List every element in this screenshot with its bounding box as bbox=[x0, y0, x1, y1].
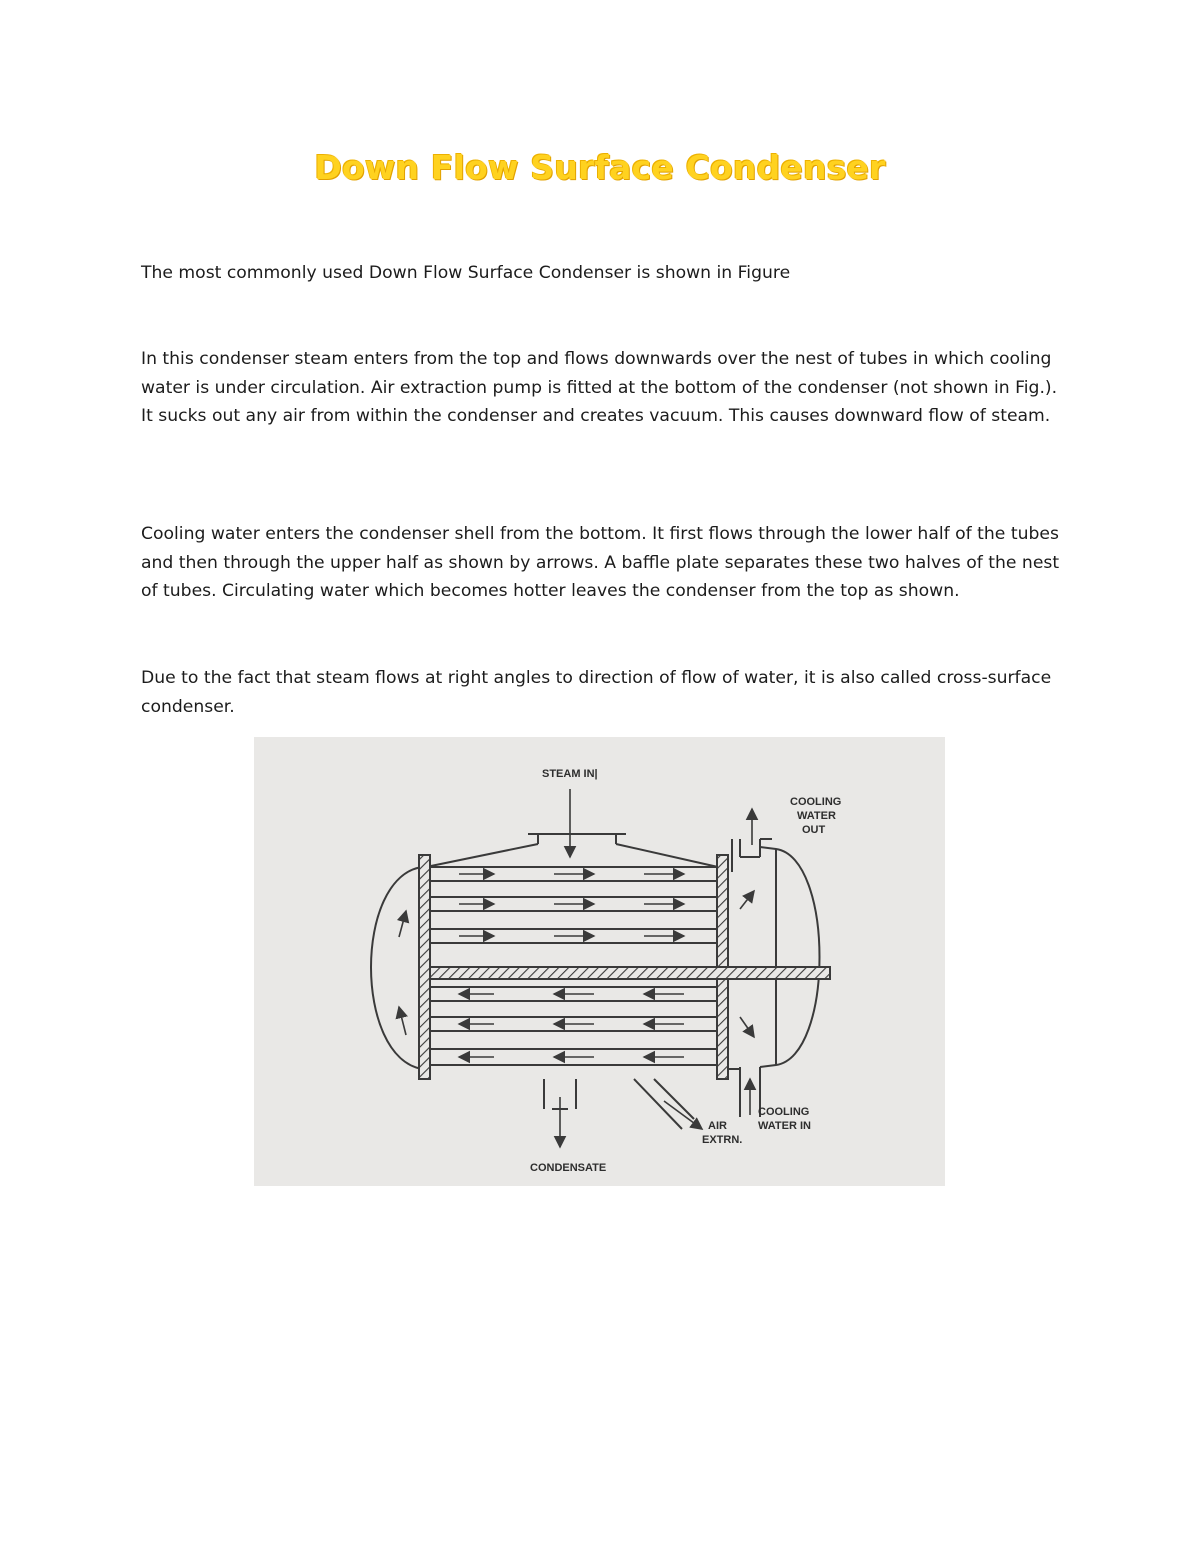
condenser-diagram bbox=[254, 737, 945, 1186]
condenser-diagram-photo bbox=[254, 737, 945, 1186]
label-cooling-water-out-1: COOLING bbox=[790, 796, 842, 808]
label-cooling-water-out-2: WATER bbox=[797, 810, 836, 822]
label-condensate: CONDENSATE bbox=[530, 1162, 607, 1174]
paragraph-cooling-water: Cooling water enters the condenser shell from the bottom. It first flows through the lower half of the tubes and then through the upper half as shown by arrows. A baffle plate separates these two halves of the nest of tubes. Circulating water which becomes hotter leaves the condenser from the top as shown. bbox=[141, 524, 1060, 601]
label-cooling-water-in-1: COOLING bbox=[758, 1106, 810, 1118]
label-air-extrn-2: EXTRN. bbox=[702, 1134, 743, 1146]
label-cooling-water-out-3: OUT bbox=[802, 824, 826, 836]
label-air-extrn-1: AIR bbox=[708, 1120, 727, 1132]
label-cooling-water-in-2: WATER IN bbox=[758, 1120, 811, 1132]
paragraph-cross-surface: Due to the fact that steam flows at right angles to direction of flow of water, it is also called cross-surface condenser. bbox=[141, 668, 1052, 717]
page-title: Down Flow Surface Condenser bbox=[314, 148, 886, 187]
paragraph-steam-flow: In this condenser steam enters from the top and flows downwards over the nest of tubes in which cooling water is under circulation. Air extraction pump is fitted at the bottom of the condenser (not shown in Fig.). It sucks out any air from within the condenser and creates vacuum. This causes downward flow of steam. bbox=[141, 349, 1058, 426]
label-steam-in: STEAM IN| bbox=[542, 768, 598, 780]
paragraph-intro: The most commonly used Down Flow Surface Condenser is shown in Figure bbox=[141, 263, 791, 283]
